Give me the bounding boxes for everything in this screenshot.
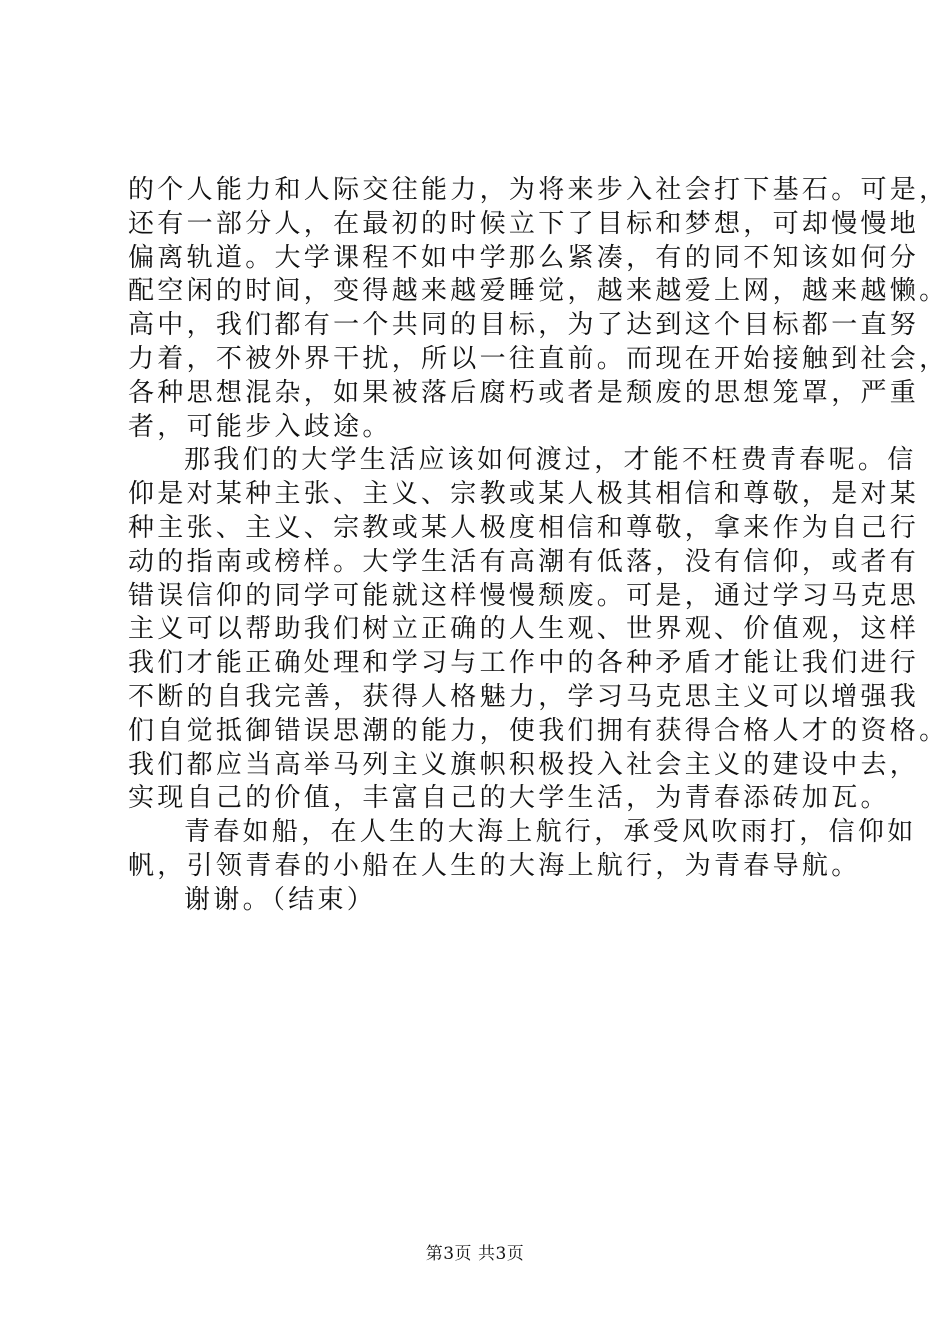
text-line: 们自觉抵御错误思潮的能力，使我们拥有获得合格人才的资格。 (128, 715, 949, 746)
text-line: 仰是对某种主张、主义、宗教或某人极其相信和尊敬，是对某 (128, 479, 920, 510)
text-line: 各种思想混杂，如果被落后腐朽或者是颓废的思想笼罩，严重 (128, 377, 920, 408)
text-line: 动的指南或榜样。大学生活有高潮有低落，没有信仰，或者有 (128, 546, 920, 577)
text-line: 还有一部分人，在最初的时候立下了目标和梦想，可却慢慢地 (128, 208, 920, 239)
text-line: 不断的自我完善，获得人格魅力，学习马克思主义可以增强我 (128, 681, 920, 712)
text-line: 配空闲的时间，变得越来越爱睡觉，越来越爱上网，越来越懒。 (128, 276, 949, 307)
text-line: 我们都应当高举马列主义旗帜积极投入社会主义的建设中去， (128, 749, 920, 780)
page-footer: 第3页 共3页 (425, 1244, 525, 1264)
text-line: 高中，我们都有一个共同的目标，为了达到这个目标都一直努 (128, 310, 920, 341)
text-line: 帆，引领青春的小船在人生的大海上航行，为青春导航。 (128, 850, 861, 881)
text-line: 的个人能力和人际交往能力，为将来步入社会打下基石。可是， (128, 175, 949, 205)
paragraph-start-line: 青春如船，在人生的大海上航行，承受风吹雨打，信仰如 (184, 817, 917, 848)
text-line: 实现自己的价值，丰富自己的大学生活，为青春添砖加瓦。 (128, 783, 890, 814)
text-line: 偏离轨道。大学课程不如中学那么紧凑，有的同不知该如何分 (128, 242, 920, 273)
text-line: 力着，不被外界干扰，所以一往直前。而现在开始接触到社会， (128, 343, 949, 374)
text-line: 种主张、主义、宗教或某人极度相信和尊敬，拿来作为自己行 (128, 512, 920, 543)
text-line: 主义可以帮助我们树立正确的人生观、世界观、价值观，这样 (128, 614, 920, 645)
paragraph-start-line: 谢谢。（结束） (184, 884, 377, 915)
text-line: 错误信仰的同学可能就这样慢慢颓废。可是，通过学习马克思 (128, 580, 920, 611)
text-line: 者，可能步入歧途。 (128, 411, 392, 442)
body-text (128, 174, 949, 918)
paragraph-start-line: 那我们的大学生活应该如何渡过，才能不枉费青春呢。信 (184, 445, 917, 476)
text-line: 我们才能正确处理和学习与工作中的各种矛盾才能让我们进行 (128, 648, 920, 679)
